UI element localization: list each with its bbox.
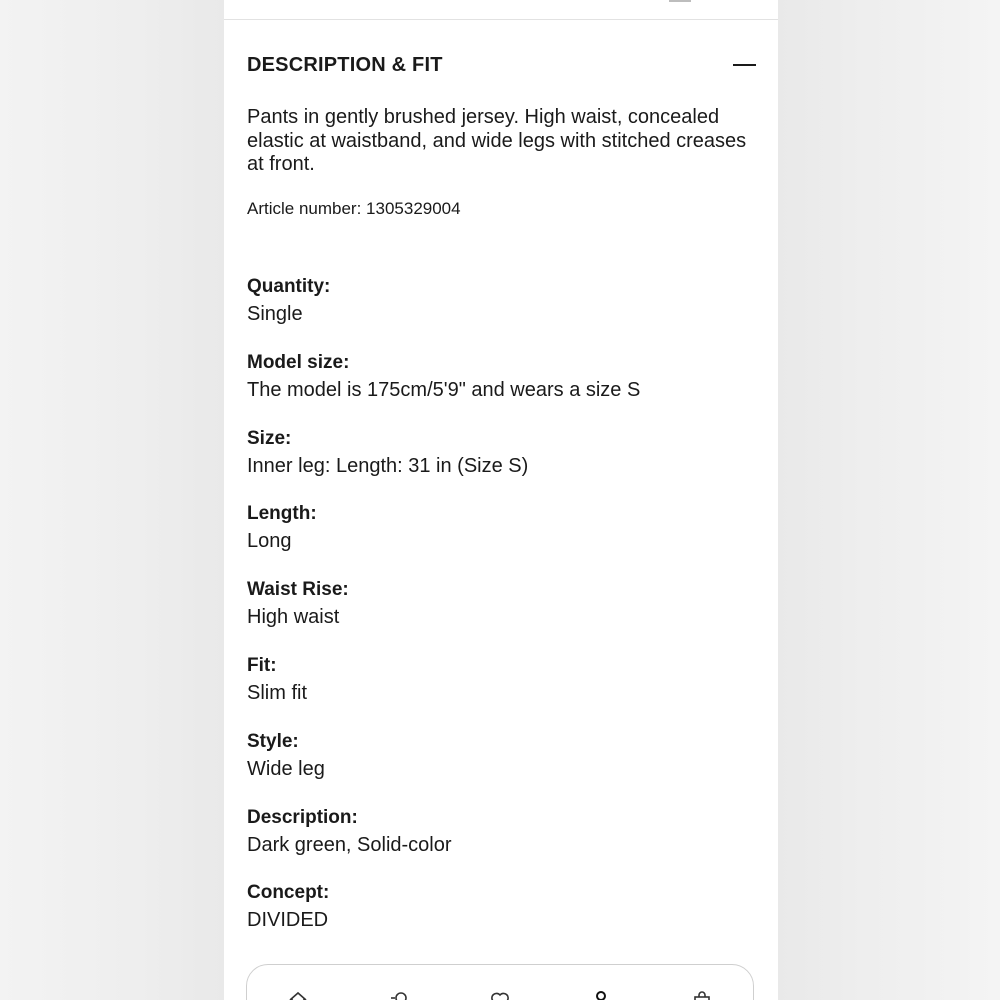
detail-length <box>247 502 762 578</box>
detail-label: Fit: <box>247 654 277 676</box>
detail-value: Dark green, Solid-color <box>247 833 452 856</box>
detail-style <box>247 730 762 806</box>
detail-label: Model size: <box>247 351 350 373</box>
product-description: Pants in gently brushed jersey. High waist, concealed elastic at waistband, and wide legs with stitched creases at front. <box>247 106 747 175</box>
divider <box>224 19 778 20</box>
detail-size <box>247 427 762 503</box>
product-detail-screen <box>224 0 778 1000</box>
detail-value: Inner leg: Length: 31 in (Size S) <box>247 454 529 477</box>
detail-label: Size: <box>247 427 292 449</box>
heart-icon[interactable] <box>489 989 511 1000</box>
description-fit-header[interactable] <box>247 50 756 80</box>
detail-value: Wide leg <box>247 757 325 780</box>
detail-label: Quantity: <box>247 276 331 297</box>
detail-value: Long <box>247 530 292 553</box>
detail-description <box>247 806 762 882</box>
background-right <box>778 0 1000 1000</box>
detail-label: Length: <box>247 503 317 525</box>
detail-quantity <box>247 275 762 351</box>
detail-label: Waist Rise: <box>247 579 349 601</box>
account-icon[interactable] <box>590 989 612 1000</box>
detail-concept <box>247 881 762 957</box>
detail-label: Description: <box>247 806 358 828</box>
background-left <box>0 0 224 1000</box>
bag-icon[interactable] <box>691 989 713 1000</box>
section-title: DESCRIPTION & FIT <box>247 53 443 76</box>
top-indicator <box>669 0 691 2</box>
minus-icon[interactable] <box>732 53 756 77</box>
detail-label: Concept: <box>247 882 330 904</box>
detail-value: Single <box>247 303 303 325</box>
detail-value: DIVIDED <box>247 909 329 932</box>
detail-value: The model is 175cm/5'9" and wears a size S <box>247 378 641 401</box>
detail-waist-rise <box>247 578 762 654</box>
home-icon[interactable] <box>287 989 309 1000</box>
detail-value: Slim fit <box>247 681 307 704</box>
detail-value: High waist <box>247 606 340 629</box>
bottom-navigation-bar <box>246 964 754 1000</box>
search-icon[interactable] <box>388 989 410 1000</box>
detail-label: Style: <box>247 730 299 752</box>
detail-model-size <box>247 351 762 427</box>
product-details-list <box>247 275 762 957</box>
article-number: Article number: 1305329004 <box>247 199 461 218</box>
detail-fit <box>247 654 762 730</box>
